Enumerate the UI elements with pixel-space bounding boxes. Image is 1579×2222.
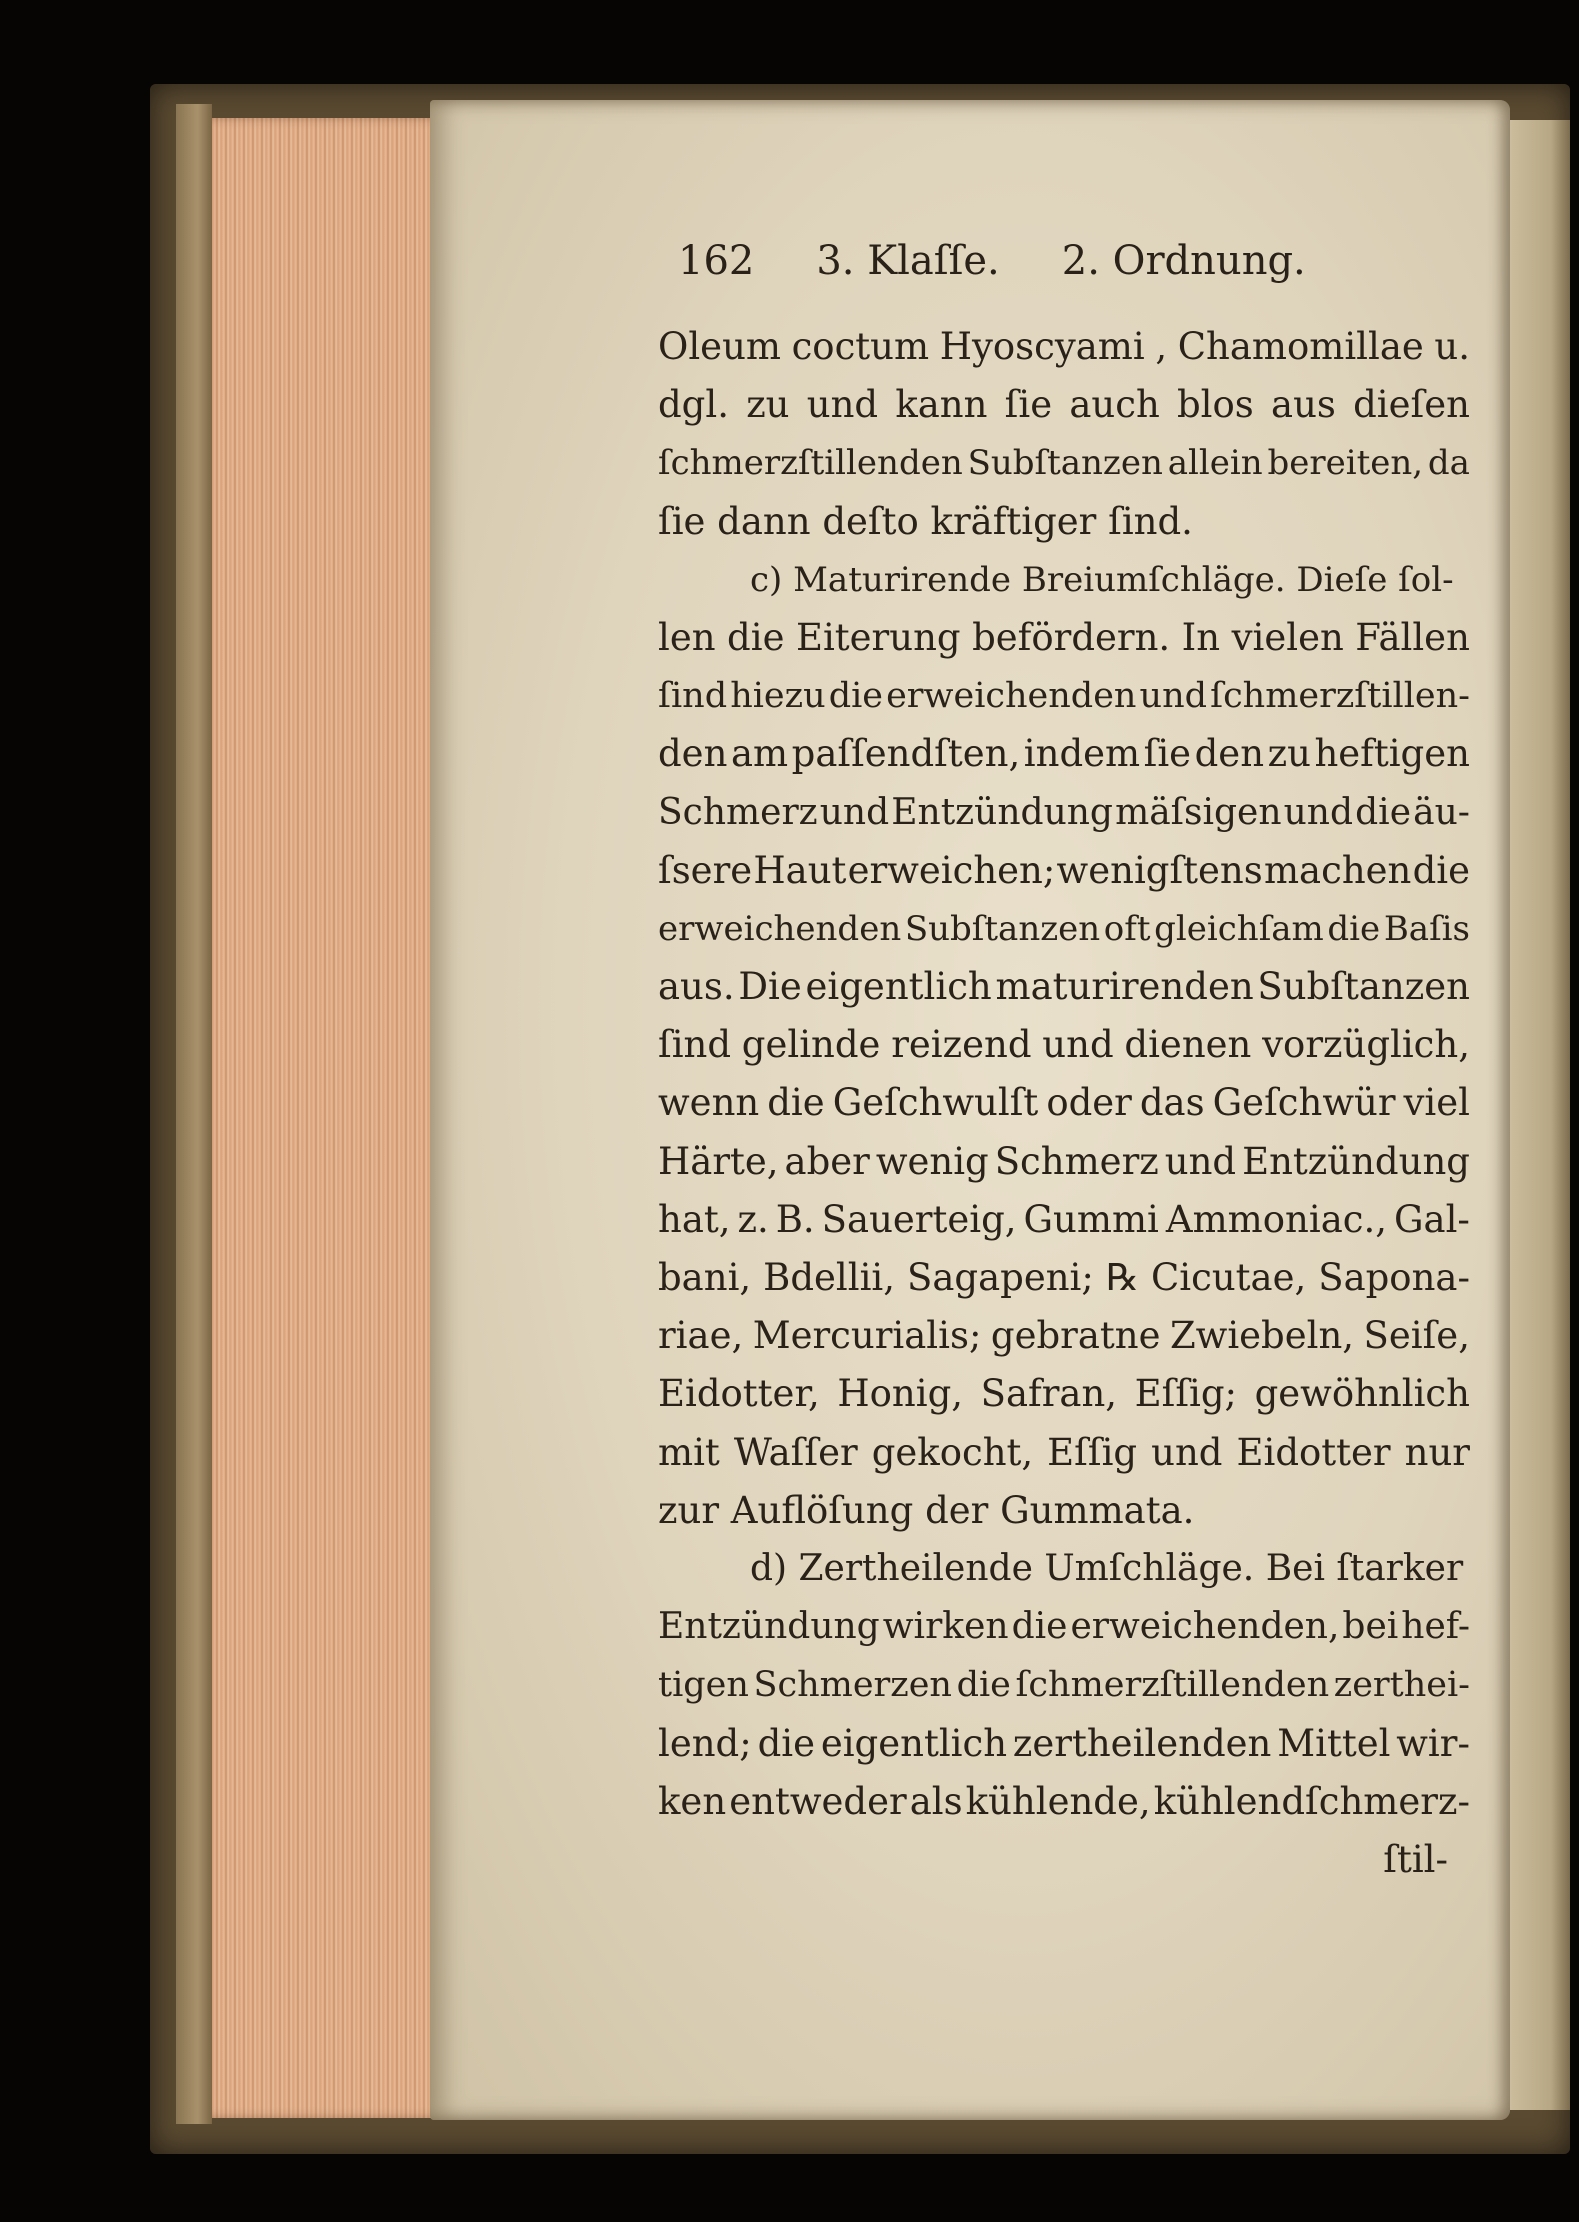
order-label: 2. Ordnung. xyxy=(1061,238,1306,284)
text-line: Entzündung wirken die erweichenden, bei hef- xyxy=(658,1606,1470,1648)
text-line: erweichenden Subſtanzen oft gleichſam die Baſis xyxy=(658,908,1470,949)
facing-page-edge xyxy=(1506,120,1570,2110)
text-line: d) Zertheilende Umſchläge. Bei ſtarker xyxy=(750,1547,1464,1589)
page-edges xyxy=(212,118,457,2118)
text-line: ſie dann deſto kräftiger ſind. xyxy=(658,499,1193,543)
text-line: lend; die eigentlich zertheilenden Mittel wir- xyxy=(658,1721,1470,1765)
text-line: ſsere Haut erweichen; wenigſtens machen die xyxy=(658,848,1470,892)
text-line: riae, Mercurialis; gebratne Zwiebeln, Seiſe, xyxy=(658,1314,1470,1358)
text-line: mit Waſſer gekocht, Eſſig und Eidotter nur xyxy=(658,1430,1470,1474)
text-line: dgl. zu und kann ſie auch blos aus dieſen xyxy=(658,383,1470,427)
text-line: len die Eiterung befördern. In vielen Fällen xyxy=(658,615,1470,659)
text-line: ſind gelinde reizend und dienen vorzüglich, xyxy=(658,1023,1470,1067)
text-line: Härte, aber wenig Schmerz und Entzündung xyxy=(658,1139,1470,1183)
text-line: wenn die Geſchwulſt oder das Geſchwür viel xyxy=(658,1081,1470,1125)
page-number: 162 xyxy=(678,238,755,284)
class-label: 3. Klaſſe. xyxy=(816,238,1000,284)
body-text xyxy=(658,318,1470,1831)
text-line: ken entweder als kühlende, kühlendſchmerz- xyxy=(658,1779,1470,1823)
text-line: hat, z. B. Sauerteig, Gummi Ammoniac., Gal- xyxy=(658,1197,1470,1241)
text-line: Schmerz und Entzündung mäſsigen und die äu- xyxy=(658,791,1470,833)
text-line: den am paſſendſten, indem ſie den zu heftigen xyxy=(658,732,1470,776)
catchword: ſtil- xyxy=(1383,1837,1448,1881)
text-line: zur Auflöſung der Gummata. xyxy=(658,1488,1195,1532)
text-line: aus. Die eigentlich maturirenden Subſtanzen xyxy=(658,965,1470,1009)
text-line: bani, Bdellii, Sagapeni; ℞ Cicutae, Sapona- xyxy=(658,1256,1470,1299)
text-line: tigen Schmerzen die ſchmerzſtillenden zerthei- xyxy=(658,1665,1470,1706)
text-block xyxy=(658,238,1470,1889)
text-line: Eidotter, Honig, Safran, Eſſig; gewöhnlich xyxy=(658,1372,1470,1416)
text-line: c) Maturirende Breiumſchläge. Dieſe ſol- xyxy=(750,559,1454,600)
running-header xyxy=(678,238,1470,296)
text-line: Oleum coctum Hyoscyami , Chamomillae u. xyxy=(658,325,1470,368)
text-line: ſchmerzſtillenden Subſtanzen allein bereiten, da xyxy=(658,443,1470,484)
text-line: ſind hiezu die erweichenden und ſchmerzſtillen- xyxy=(658,676,1470,717)
